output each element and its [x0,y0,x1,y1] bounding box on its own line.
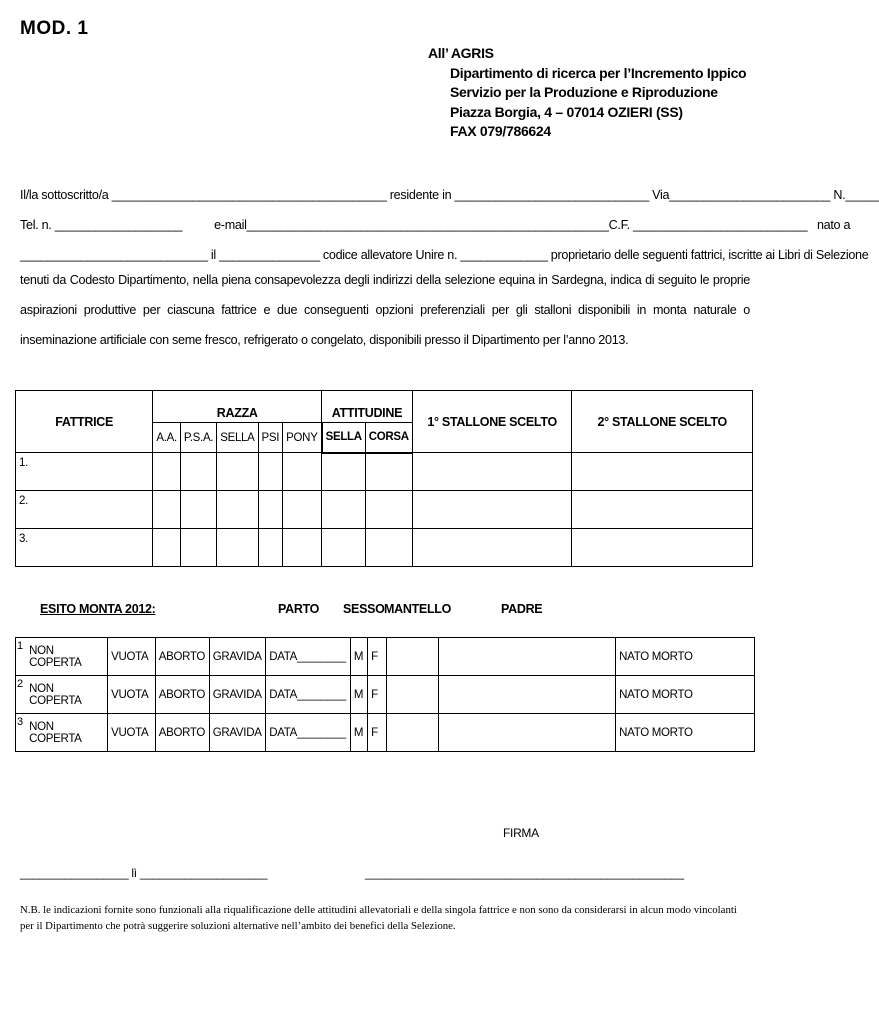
data-field[interactable]: DATA________ [266,676,351,714]
cell[interactable] [153,529,181,567]
cell[interactable] [572,453,753,491]
cell[interactable] [365,491,412,529]
number-field[interactable]: _____ [845,188,879,202]
mares-table [15,390,753,567]
recipient-line-2: Dipartimento di ricerca per l’Incremento Ippico [450,64,747,81]
esito-row-number: 3 [16,714,27,752]
mantello-field[interactable] [387,638,439,676]
declaration-line-3 [20,248,868,262]
data-field[interactable]: DATA________ [266,638,351,676]
padre-field[interactable] [438,714,615,752]
esito-row [16,638,755,676]
mare-row [16,529,753,567]
nato-morto-option[interactable]: NATO MORTO [616,676,755,714]
cell[interactable] [322,491,366,529]
cell[interactable] [322,453,366,491]
cell[interactable] [572,529,753,567]
phone-label: Tel. n. [20,218,52,232]
attitudine-header: ATTITUDINE [322,391,413,423]
data-field[interactable]: DATA________ [266,714,351,752]
vuota-option[interactable]: VUOTA [108,714,156,752]
mantello-field[interactable] [387,714,439,752]
esito-row [16,676,755,714]
razza-psa: P.S.A. [180,423,216,453]
parto-header: PARTO [278,602,320,616]
declaration-line-2 [20,218,850,232]
street-field[interactable]: ________________________ [669,188,831,202]
esito-title: ESITO MONTA 2012: [40,602,156,616]
sex-m-option[interactable]: M [350,676,367,714]
sex-m-option[interactable]: M [350,714,367,752]
esito-table [15,637,755,752]
sex-f-option[interactable]: F [368,638,387,676]
non-coperta-option[interactable]: NON COPERTA [26,638,108,676]
razza-header: RAZZA [153,391,322,423]
birthplace-field[interactable]: ____________________________ [20,248,208,262]
mare-row-label: 3. [16,529,153,567]
breeder-code-label: codice allevatore Unire n. [322,248,458,262]
mantello-header: MANTELLO [384,602,452,616]
vuota-option[interactable]: VUOTA [108,638,156,676]
breeder-code-field[interactable]: _____________ [460,248,548,262]
name-label: Il/la sottoscritto/a [20,188,109,202]
razza-aa: A.A. [153,423,181,453]
padre-field[interactable] [438,638,615,676]
email-label: e-mail [214,218,247,232]
place-date-field[interactable]: _________________ lì ____________________ [20,866,268,880]
recipient-address [428,44,746,142]
sex-m-option[interactable]: M [350,638,367,676]
mare-row [16,453,753,491]
cell[interactable] [217,529,258,567]
vuota-option[interactable]: VUOTA [108,676,156,714]
cell[interactable] [283,529,322,567]
cell[interactable] [258,529,283,567]
cell[interactable] [153,453,181,491]
recipient-line-1: All’ AGRIS [428,45,494,61]
phone-field[interactable]: ___________________ [54,218,183,232]
sex-f-option[interactable]: F [368,676,387,714]
aborto-option[interactable]: ABORTO [155,676,209,714]
cell[interactable] [153,491,181,529]
cell[interactable] [217,491,258,529]
aborto-option[interactable]: ABORTO [155,714,209,752]
birthdate-label: il [210,248,216,262]
razza-pony: PONY [283,423,322,453]
cell[interactable] [412,529,572,567]
mare-row [16,491,753,529]
cell[interactable] [180,453,216,491]
email-field[interactable]: ______________________________________________________ [246,218,609,232]
cell[interactable] [283,491,322,529]
attitudine-corsa: CORSA [365,423,412,453]
cell[interactable] [365,453,412,491]
street-label: Via [652,188,670,202]
esito-row-number: 2 [16,676,27,714]
declaration-paragraph: tenuti da Codesto Dipartimento, nella piena consapevolezza degli indirizzi della selezione equina in Sardegna, indica di seguito le proprie aspirazioni produttive per ciascuna fattrice e due conseguenti opzioni preferenziali per gli stalloni disponibili in monta naturale o inseminazione artificiale con seme fresco, refrigerato o congelato, disponibili presso il Dipartimento per l’anno 2013. [20,273,750,347]
stallone-2-header: 2° STALLONE SCELTO [572,391,753,453]
attitudine-sella: SELLA [322,423,366,453]
cell[interactable] [180,491,216,529]
non-coperta-option[interactable]: NON COPERTA [26,676,108,714]
declaration-line-1 [20,188,879,202]
footnote: N.B. le indicazioni fornite sono funzionali alla riqualificazione delle attitudini allevatoriali e della singola fattrice e non sono da considerarsi in alcun modo vincolanti per il Dipartimento che potrà suggerire soluzioni alternative nell’ambito dei benefici della Selezione. [20,904,737,932]
name-field[interactable]: _________________________________________ [111,188,387,202]
cell[interactable] [180,529,216,567]
mare-row-label: 2. [16,491,153,529]
cf-label: C.F. [608,218,630,232]
birthdate-field[interactable]: _______________ [219,248,320,262]
fattrice-header: FATTRICE [16,391,153,453]
cell[interactable] [365,529,412,567]
recipient-line-3: Servizio per la Produzione e Riproduzione [450,84,718,100]
razza-psi: PSI [258,423,283,453]
non-coperta-option[interactable]: NON COPERTA [26,714,108,752]
gravida-option[interactable]: GRAVIDA [209,676,266,714]
esito-row-number: 1 [16,638,27,676]
residence-label: residente in [389,188,452,202]
form-code: MOD. 1 [20,18,89,39]
sex-f-option[interactable]: F [368,714,387,752]
cf-field[interactable]: __________________________ [633,218,808,232]
owner-text: proprietario delle seguenti fattrici, iscritte ai Libri di Selezione [550,248,869,262]
firma-label: FIRMA [503,826,539,840]
cell[interactable] [412,491,572,529]
number-label: N. [833,188,846,202]
cell[interactable] [217,453,258,491]
cell[interactable] [322,529,366,567]
padre-field[interactable] [438,676,615,714]
recipient-line-4: Piazza Borgia, 4 – 07014 OZIERI (SS) [450,103,683,120]
residence-field[interactable]: _____________________________ [454,188,649,202]
padre-header: PADRE [501,602,543,616]
signature-field[interactable]: __________________________________________________ [365,866,684,880]
birthplace-label: nato a [816,218,851,232]
mare-row-label: 1. [16,453,153,491]
aborto-option[interactable]: ABORTO [155,638,209,676]
nato-morto-option[interactable]: NATO MORTO [616,638,755,676]
nato-morto-option[interactable]: NATO MORTO [616,714,755,752]
cell[interactable] [283,453,322,491]
sesso-header: SESSO [343,602,385,616]
razza-sella: SELLA [217,423,258,453]
stallone-1-header: 1° STALLONE SCELTO [412,391,572,453]
cell[interactable] [572,491,753,529]
cell[interactable] [258,453,283,491]
mantello-field[interactable] [387,676,439,714]
gravida-option[interactable]: GRAVIDA [209,638,266,676]
esito-row [16,714,755,752]
cell[interactable] [412,453,572,491]
gravida-option[interactable]: GRAVIDA [209,714,266,752]
cell[interactable] [258,491,283,529]
recipient-line-5: FAX 079/786624 [450,123,551,139]
